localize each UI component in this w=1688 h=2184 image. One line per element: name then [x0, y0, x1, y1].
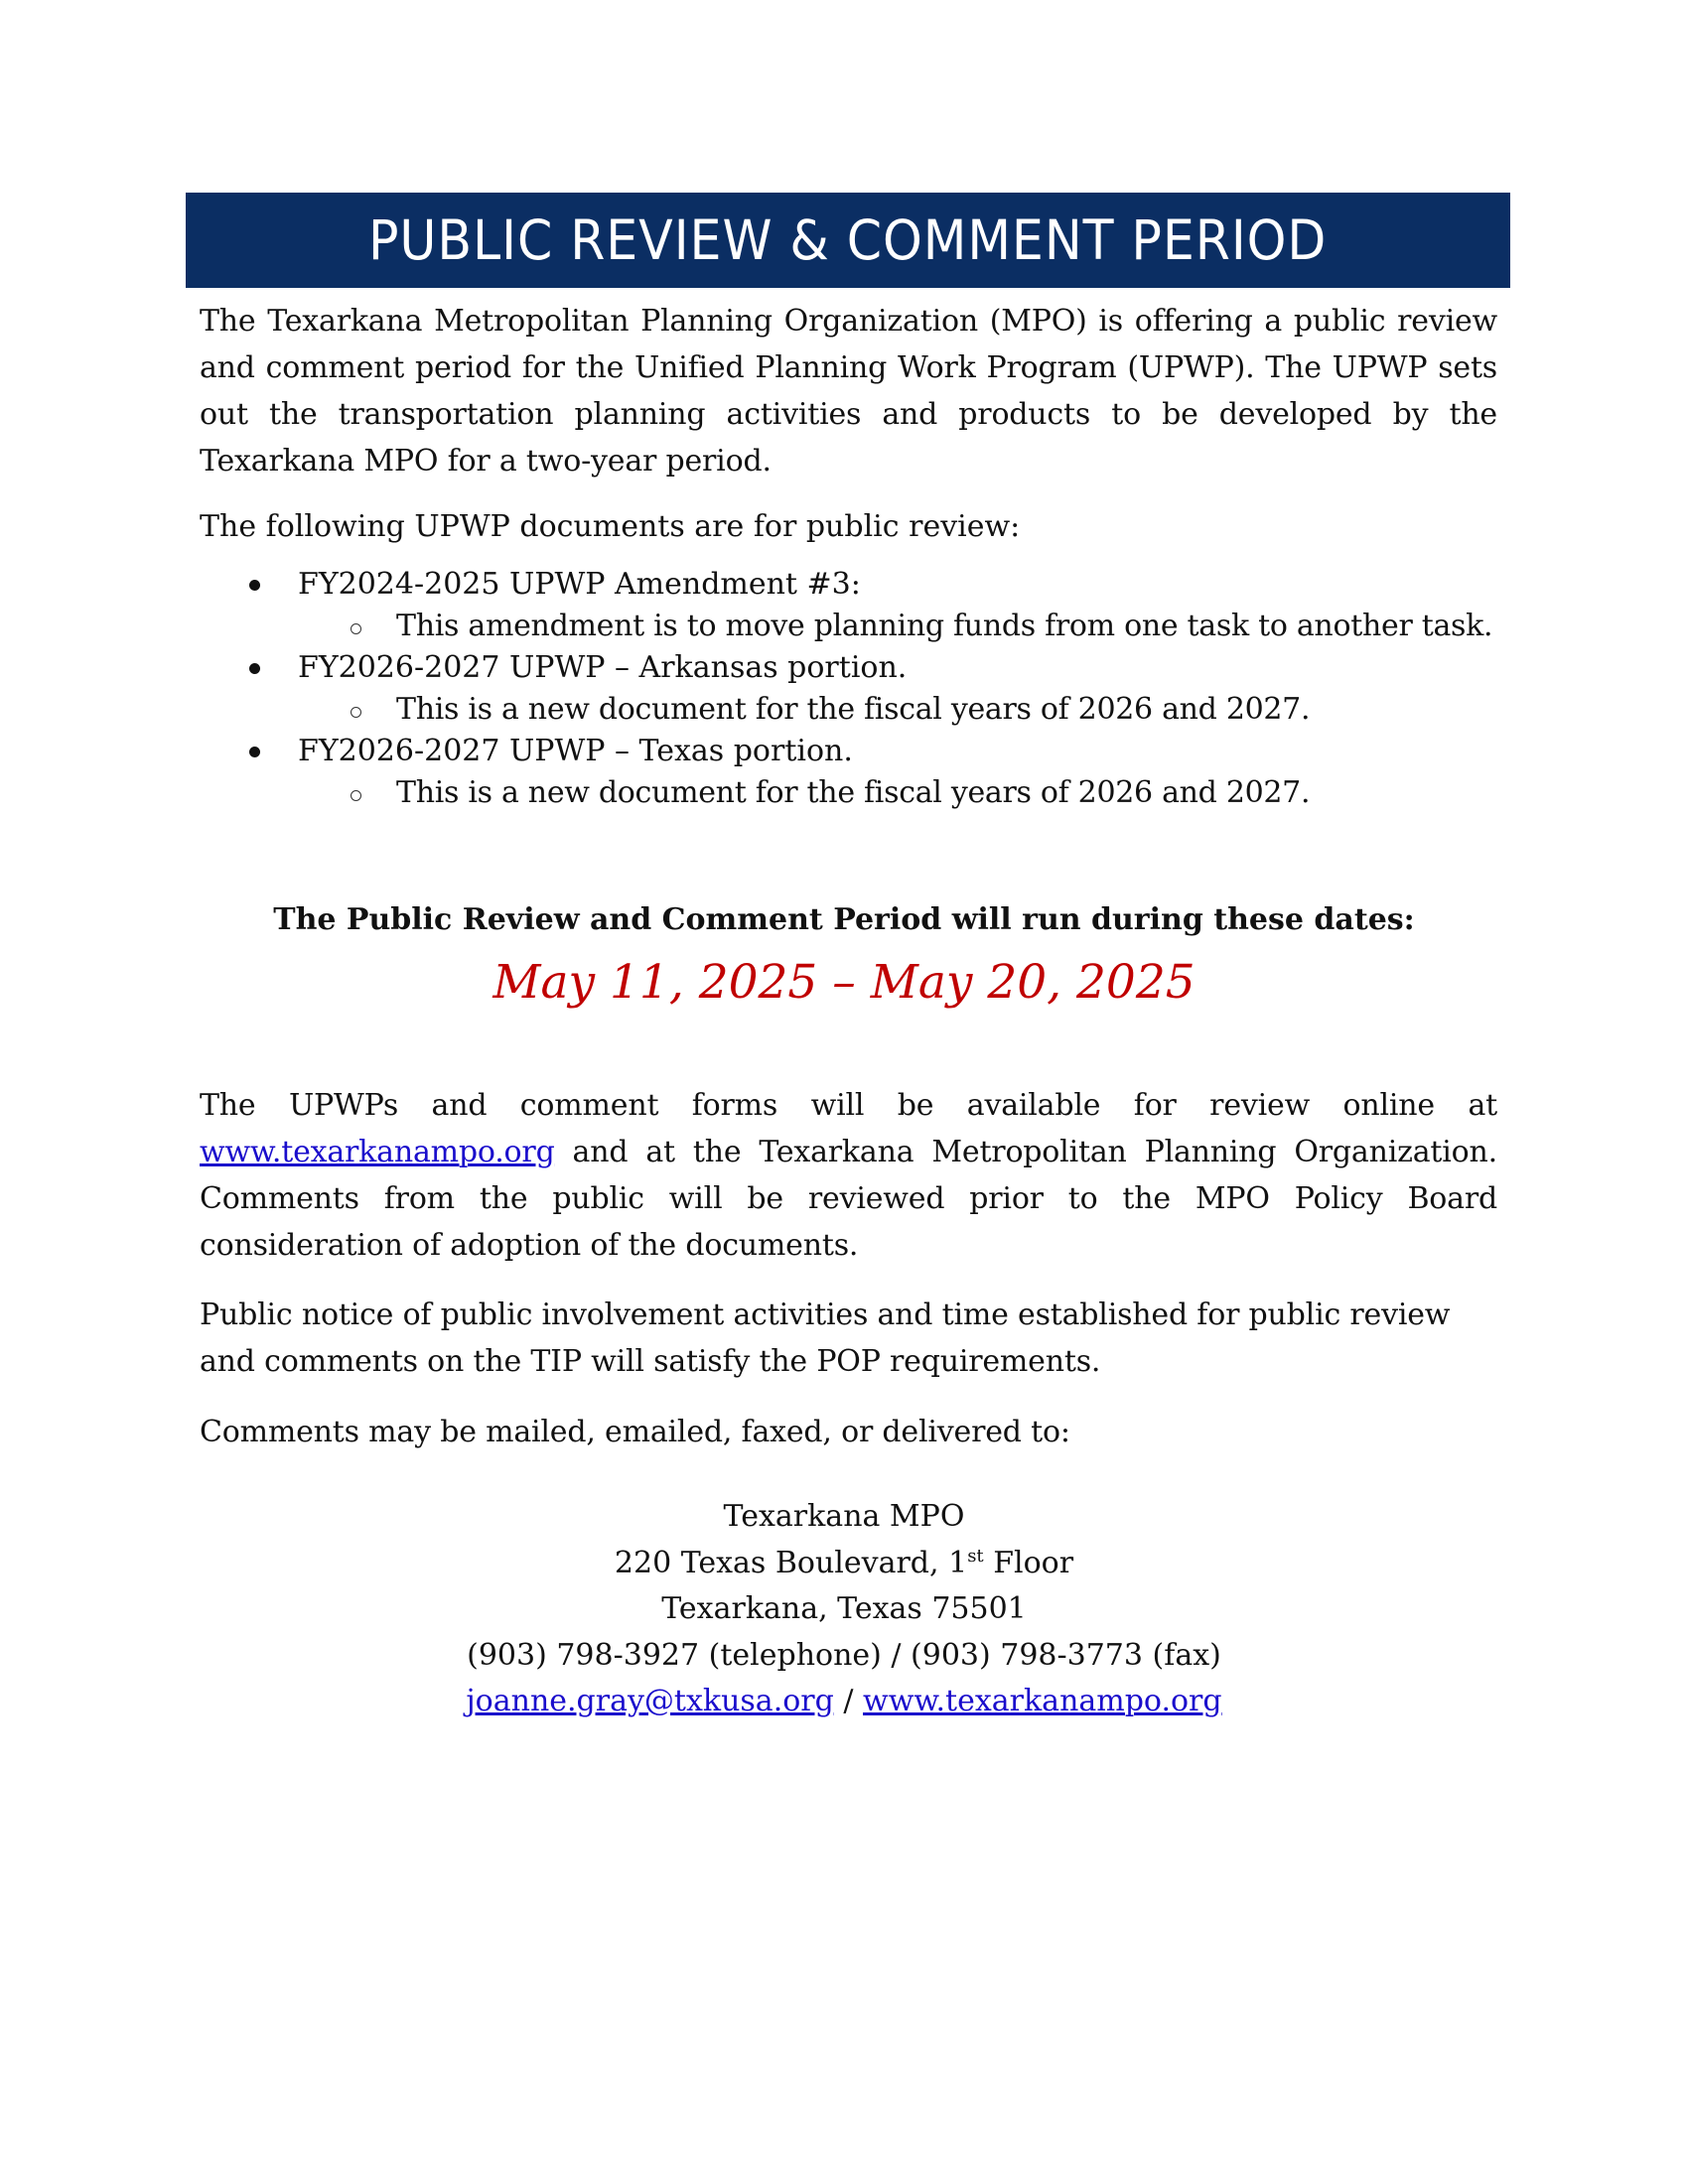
- list-item: [200, 731, 1510, 814]
- street-superscript: st: [967, 1545, 984, 1567]
- circle-bullet-icon: [351, 707, 361, 718]
- bullet-icon: [249, 747, 260, 757]
- document-detail: This is a new document for the fiscal years of 2026 and 2027.: [396, 692, 1311, 727]
- availability-line1: The UPWPs and comment forms will be available for review online at: [200, 1088, 1497, 1123]
- documents-label: The following UPWP documents are for public review:: [200, 509, 1021, 544]
- delivery-paragraph: Comments may be mailed, emailed, faxed, or delivered to:: [200, 1415, 1070, 1449]
- list-item-detail: [298, 772, 1510, 814]
- document-detail: This amendment is to move planning funds from one task to another task.: [396, 609, 1493, 643]
- documents-list: [200, 564, 1510, 814]
- contact-city: Texarkana, Texas 75501: [661, 1591, 1027, 1626]
- document-detail: This is a new document for the fiscal years of 2026 and 2027.: [396, 775, 1311, 810]
- page-title-banner: [186, 193, 1510, 288]
- document-title: FY2024-2025 UPWP Amendment #3:: [298, 567, 861, 602]
- email-link[interactable]: joanne.gray@txkusa.org: [466, 1684, 834, 1718]
- link-separator: /: [833, 1684, 864, 1718]
- bullet-icon: [249, 663, 260, 674]
- page-title: PUBLIC REVIEW & COMMENT PERIOD: [368, 208, 1328, 272]
- availability-paragraph: [200, 1082, 1497, 1269]
- period-heading: The Public Review and Comment Period will run during these dates:: [273, 902, 1415, 937]
- street-prefix: 220 Texas Boulevard, 1: [614, 1545, 968, 1580]
- contact-phone: (903) 798-3927 (telephone) / (903) 798-3773 (fax): [467, 1637, 1221, 1673]
- list-item-detail: [298, 689, 1510, 731]
- list-item: [200, 564, 1510, 647]
- list-item: [200, 647, 1510, 731]
- period-dates: May 11, 2025 – May 20, 2025: [492, 955, 1196, 1010]
- website-link-contact[interactable]: www.texarkanampo.org: [863, 1684, 1222, 1718]
- contact-name: Texarkana MPO: [723, 1499, 965, 1534]
- bullet-icon: [249, 580, 260, 591]
- availability-rest: and at the Texarkana Metropolitan Planning Organization. Comments from the public will be reviewed prior to the MPO Policy Board consideration of adoption of the documents.: [200, 1135, 1497, 1263]
- circle-bullet-icon: [351, 623, 361, 634]
- document-title: FY2026-2027 UPWP – Arkansas portion.: [298, 650, 908, 685]
- contact-address: [0, 1494, 1688, 1725]
- notice-paragraph: Public notice of public involvement activities and time established for public review and comments on the TIP will satisfy the POP requirements.: [200, 1297, 1451, 1379]
- list-item-detail: [298, 606, 1510, 647]
- intro-paragraph: The Texarkana Metropolitan Planning Organization (MPO) is offering a public review and comment period for the Unified Planning Work Program (UPWP). The UPWP sets out the transportation planning activities and products to be developed by the Texarkana MPO for a two-year period.: [200, 304, 1497, 478]
- contact-links: [0, 1679, 1688, 1725]
- website-link[interactable]: www.texarkanampo.org: [200, 1135, 555, 1169]
- contact-street: [0, 1541, 1688, 1587]
- street-suffix: Floor: [983, 1545, 1074, 1580]
- document-title: FY2026-2027 UPWP – Texas portion.: [298, 734, 853, 768]
- circle-bullet-icon: [351, 790, 361, 801]
